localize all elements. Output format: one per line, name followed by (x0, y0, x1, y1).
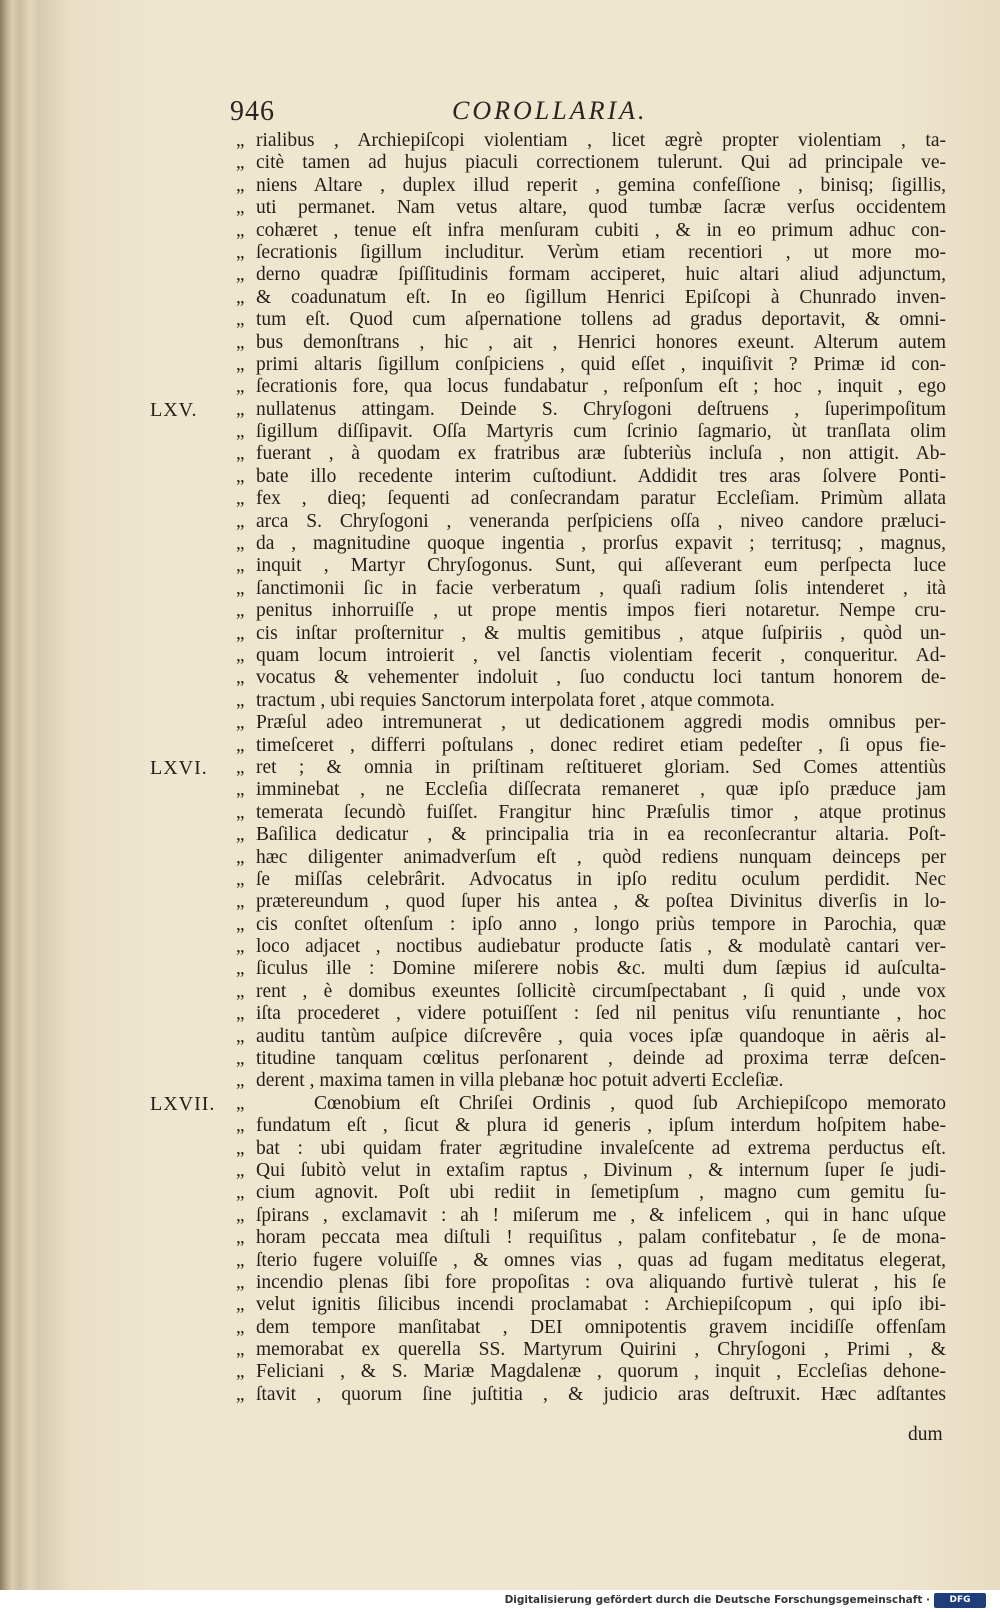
line-text: Baſilica dedicatur , & principalia tria in ea reconſecrantur altaria. Poſt- (256, 824, 946, 846)
quote-marker: „ (236, 980, 245, 1002)
quote-marker: „ (236, 1025, 245, 1047)
quote-marker: „ (236, 309, 245, 331)
line-text: Cœnobium eſt Chriſei Ordinis , quod ſub Archiepiſcopo memorato (314, 1092, 946, 1114)
line-text: & coadunatum eſt. In eo ſigillum Henrici Epiſcopi à Chunrado inven- (256, 286, 946, 308)
quote-marker: „ (236, 1182, 245, 1204)
quote-marker: „ (236, 734, 245, 756)
page-number: 946 (230, 96, 275, 127)
line-text: inquit , Martyr Chryſogonus. Sunt, qui aſſeverant eum perſpecta luce (256, 555, 946, 577)
text-line (40, 1048, 1000, 1070)
text-line (40, 264, 1000, 286)
text-line (40, 735, 1000, 757)
line-text: quam locum introierit , vel ſanctis violentiam fecerit , conqueritur. Ad- (256, 644, 946, 666)
body-text (40, 130, 1000, 1406)
running-head (40, 96, 1000, 130)
quote-marker: „ (236, 958, 245, 980)
quote-marker: „ (236, 219, 245, 241)
line-text: hæc diligenter animadverſum eſt , quòd rediens nunquam deinceps per (256, 846, 946, 868)
quote-marker: „ (236, 331, 245, 353)
quote-marker: „ (236, 1227, 245, 1249)
line-text: primi altaris ſigillum conſpiciens , quid eſſet , inquiſivit ? Primæ id con- (256, 353, 946, 375)
line-text: ret ; & omnia in priſtinam reſtitueret gloriam. Sed Comes attentiùs (256, 756, 946, 778)
line-text: cohæret , tenue eſt infra menſuram cubiti , & in eo primum adhuc con- (256, 219, 946, 241)
text-line (40, 1294, 1000, 1316)
text-line (40, 152, 1000, 174)
text-line (40, 1160, 1000, 1182)
quote-marker: „ (236, 1003, 245, 1025)
text-line (40, 757, 1000, 779)
text-line (40, 936, 1000, 958)
line-text: velut ignitis ſilicibus incendi proclamabat : Archiepiſcopum , qui ipſo ibi- (256, 1294, 946, 1316)
line-text: dem tempore manſitabat , DEI omnipotentis gravem incidiſſe offenſam (256, 1316, 946, 1338)
text-line (40, 376, 1000, 398)
line-text: timeſceret , differri poſtulans , donec rediret etiam pedeſter , ſi opus fie- (256, 734, 946, 756)
quote-marker: „ (236, 801, 245, 823)
text-line (40, 443, 1000, 465)
text-line (40, 421, 1000, 443)
line-text: ſanctimonii ſic in facie verberatum , quaſi radium ſolis intenderet , ità (256, 577, 946, 599)
text-line (40, 1093, 1000, 1115)
text-line (40, 802, 1000, 824)
text-line (40, 1272, 1000, 1294)
footer-credit: Digitalisierung gefördert durch die Deutsche Forschungsgemeinschaft · (504, 1594, 930, 1606)
quote-marker: „ (236, 1294, 245, 1316)
quote-marker: „ (236, 241, 245, 263)
text-line (40, 287, 1000, 309)
quote-marker: „ (236, 1137, 245, 1159)
line-text: cis inſtar proſternitur , & multis gemitibus , atque ſuſpiriis , quòd un- (256, 622, 946, 644)
text-line (40, 667, 1000, 689)
text-line (40, 332, 1000, 354)
line-text: tum eſt. Quod cum aſpernatione tollens ad gradus deportavit, & omni- (256, 309, 946, 331)
text-line (40, 1003, 1000, 1025)
line-text: Qui ſubitò velut in extaſim raptus , Divinum , & internum ſuper ſe judi- (256, 1159, 946, 1181)
dfg-logo-icon: DFG (934, 1593, 986, 1608)
line-text: titudine tanquam cœlitus perſonarent , deinde ad proxima terræ deſcen- (256, 1048, 946, 1070)
text-line (40, 1361, 1000, 1383)
running-title: COROLLARIA. (452, 96, 648, 125)
quote-marker: „ (236, 1316, 245, 1338)
line-text: bus demonſtrans , hic , ait , Henrici honores exeunt. Alterum autem (256, 331, 946, 353)
quote-marker: „ (236, 197, 245, 219)
text-line (40, 914, 1000, 936)
text-line (40, 175, 1000, 197)
line-text: derent , maxima tamen in villa plebanæ hoc potuit adverti Eccleſiæ. (256, 1070, 784, 1092)
line-text: memorabat ex querella SS. Martyrum Quirini , Chryſogoni , Primi , & (256, 1339, 946, 1361)
quote-marker: „ (236, 465, 245, 487)
line-text: rialibus , Archiepiſcopi violentiam , licet ægrè propter violentiam , ta- (256, 130, 946, 151)
text-line (40, 511, 1000, 533)
quote-marker: „ (236, 824, 245, 846)
catchword: dum (908, 1424, 943, 1445)
quote-marker: „ (236, 846, 245, 868)
text-line (40, 600, 1000, 622)
line-text: horam peccata mea diſtuli ! requiſitus , palam confitebatur , ſe de mona- (256, 1227, 946, 1249)
quote-marker: „ (236, 286, 245, 308)
line-text: uti permanet. Nam vetus altare, quod tumbæ ſacræ verſus occidentem (256, 197, 946, 219)
quote-marker: „ (236, 868, 245, 890)
quote-marker: „ (236, 1339, 245, 1361)
text-line (40, 488, 1000, 510)
line-text: rent , è domibus exeuntes ſollicitè circumſpectabant , ſi quid , unde vox (256, 980, 946, 1002)
text-line (40, 197, 1000, 219)
quote-marker: „ (236, 756, 245, 778)
quote-marker: „ (236, 1271, 245, 1293)
line-text: temerata ſecundò fuiſſet. Frangitur hinc Præſulis timor , atque protinus (256, 801, 946, 823)
quote-marker: „ (236, 264, 245, 286)
text-line (40, 1339, 1000, 1361)
quote-marker: „ (236, 555, 245, 577)
quote-marker: „ (236, 689, 245, 711)
line-text: loco adjacet , noctibus audiebatur producte ſatis , & modulatè cantari ver- (256, 936, 946, 958)
quote-marker: „ (236, 510, 245, 532)
text-line (40, 130, 1000, 152)
quote-marker: „ (236, 712, 245, 734)
line-text: Præſul adeo intremunerat , ut dedicationem aggredi modis omnibus per- (256, 712, 946, 734)
quote-marker: „ (236, 1249, 245, 1271)
line-text: ſpirans , exclamavit : ah ! miſerum me , & infelicem , qui in hanc uſque (256, 1204, 946, 1226)
line-text: bate illo recedente interim cuſtodiunt. Addidit tres aras ſolvere Ponti- (256, 465, 946, 487)
text-line (40, 1384, 1000, 1406)
quote-marker: „ (236, 1361, 245, 1383)
line-text: fex , dieq; ſequenti ad conſecrandam paratur Eccleſiam. Primùm allata (256, 488, 946, 510)
quote-marker: „ (236, 1204, 245, 1226)
text-line (40, 354, 1000, 376)
line-text: tractum , ubi requies Sanctorum interpolata foret , atque commota. (256, 689, 775, 711)
text-line (40, 645, 1000, 667)
line-text: arca S. Chryſogoni , veneranda perſpiciens oſſa , niveo candore præluci- (256, 510, 946, 532)
margin-section-number: LXV. (150, 398, 198, 421)
text-line (40, 533, 1000, 555)
book-edge (0, 0, 40, 1590)
line-text: bat : ubi quidam frater ægritudine invaleſcente ad extrema perductus eſt. (256, 1137, 946, 1159)
line-text: penitus inhorruiſſe , ut prope mentis impos fieri notaretur. Nempe cru- (256, 600, 946, 622)
quote-marker: „ (236, 1383, 245, 1405)
text-line (40, 891, 1000, 913)
quote-marker: „ (236, 1092, 245, 1114)
text-line (40, 1317, 1000, 1339)
line-text: ſe miſſas celebrârit. Advocatus in ipſo reditu oculum perdidit. Nec (256, 868, 946, 890)
quote-marker: „ (236, 1048, 245, 1070)
text-line (40, 1070, 1000, 1092)
text-line (40, 220, 1000, 242)
line-text: Feliciani , & S. Mariæ Magdalenæ , quorum , inquit , Eccleſias dehone- (256, 1361, 946, 1383)
line-text: ſecrationis ſigillum includitur. Verùm etiam recentiori , ut more mo- (256, 241, 946, 263)
quote-marker: „ (236, 1115, 245, 1137)
text-line (40, 824, 1000, 846)
quote-marker: „ (236, 353, 245, 375)
quote-marker: „ (236, 174, 245, 196)
line-text: incendio plenas ſibi fore propoſitas : ova aliquando furtivè tulerat , his ſe (256, 1271, 946, 1293)
text-line (40, 466, 1000, 488)
book-page (40, 0, 1000, 1590)
line-text: ſiculus ille : Domine miſerere nobis &c. multi dum ſæpius id auſculta- (256, 958, 946, 980)
text-line (40, 1026, 1000, 1048)
quote-marker: „ (236, 644, 245, 666)
line-text: prætereundum , quod ſuper his antea , & poſtea Divinitus diverſis in lo- (256, 891, 946, 913)
text-line (40, 981, 1000, 1003)
text-line (40, 623, 1000, 645)
text-line (40, 1182, 1000, 1204)
line-text: niens Altare , duplex illud reperit , gemina confeſſione , binisq; ſigillis, (256, 174, 946, 196)
line-text: cis conſtet oſtenſum : ipſo anno , longo priùs tempore in Parochia, quæ (256, 913, 946, 935)
text-line (40, 958, 1000, 980)
line-text: ſigillum diſſipavit. Oſſa Martyris cum ſcrinio ſagmario, ùt tranſlata olim (256, 421, 946, 443)
margin-section-number: LXVII. (150, 1092, 216, 1115)
text-line (40, 1250, 1000, 1272)
text-line (40, 712, 1000, 734)
quote-marker: „ (236, 600, 245, 622)
text-line (40, 869, 1000, 891)
line-text: iſta procederet , videre potuiſſent : ſed nil penitus viſu renuntiante , hoc (256, 1003, 946, 1025)
margin-section-number: LXVI. (150, 756, 208, 779)
quote-marker: „ (236, 891, 245, 913)
text-line (40, 555, 1000, 577)
line-text: imminebat , ne Eccleſia diſſecrata remaneret , quæ ipſo præduce jam (256, 779, 946, 801)
line-text: auditu tantùm auſpice diſcrevêre , quia voces ipſæ quandoque in aëris al- (256, 1025, 946, 1047)
text-line (40, 399, 1000, 421)
quote-marker: „ (236, 398, 245, 420)
quote-marker: „ (236, 622, 245, 644)
text-line (40, 847, 1000, 869)
text-line (40, 1205, 1000, 1227)
text-line (40, 1115, 1000, 1137)
text-line (40, 578, 1000, 600)
quote-marker: „ (236, 667, 245, 689)
footer-bar (0, 1590, 1000, 1612)
line-text: citè tamen ad hujus piaculi correctionem tulerunt. Qui ad principale ve- (256, 152, 946, 174)
quote-marker: „ (236, 130, 245, 151)
line-text: fuerant , à quodam ex fratribus aræ ſubteriùs incluſa , non attigit. Ab- (256, 443, 946, 465)
text-line (40, 779, 1000, 801)
line-text: ſterio fugere voluiſſe , & omnes vias , quas ad fugam meditatus elegerat, (256, 1249, 946, 1271)
line-text: ſtavit , quorum ſine juſtitia , & judicio aras deſtruxit. Hæc adſtantes (256, 1383, 946, 1405)
quote-marker: „ (236, 936, 245, 958)
quote-marker: „ (236, 152, 245, 174)
quote-marker: „ (236, 488, 245, 510)
line-text: fundatum eſt , ſicut & plura id generis , ipſum interdum hoſpitem habe- (256, 1115, 946, 1137)
quote-marker: „ (236, 421, 245, 443)
text-line (40, 1227, 1000, 1249)
quote-marker: „ (236, 376, 245, 398)
line-text: vocatus & vehementer indoluit , ſuo conductu loci tantum honorem de- (256, 667, 946, 689)
quote-marker: „ (236, 913, 245, 935)
line-text: derno quadræ ſpiſſitudinis formam acciperet, huic altari aliud adjunctum, (256, 264, 946, 286)
text-line (40, 242, 1000, 264)
quote-marker: „ (236, 533, 245, 555)
quote-marker: „ (236, 1159, 245, 1181)
quote-marker: „ (236, 779, 245, 801)
text-line (40, 1138, 1000, 1160)
quote-marker: „ (236, 443, 245, 465)
line-text: ſecrationis fore, qua locus fundabatur , reſponſum eſt ; hoc , inquit , ego (256, 376, 946, 398)
line-text: cium agnovit. Poſt ubi rediit in ſemetipſum , magno cum gemitu ſu- (256, 1182, 946, 1204)
text-line (40, 309, 1000, 331)
quote-marker: „ (236, 577, 245, 599)
line-text: da , magnitudine quoque ingentia , prorſus expavit ; territusq; , magnus, (256, 533, 946, 555)
quote-marker: „ (236, 1070, 245, 1092)
line-text: nullatenus attingam. Deinde S. Chryſogoni deſtruens , ſuperimpoſitum (256, 398, 946, 420)
text-line (40, 690, 1000, 712)
